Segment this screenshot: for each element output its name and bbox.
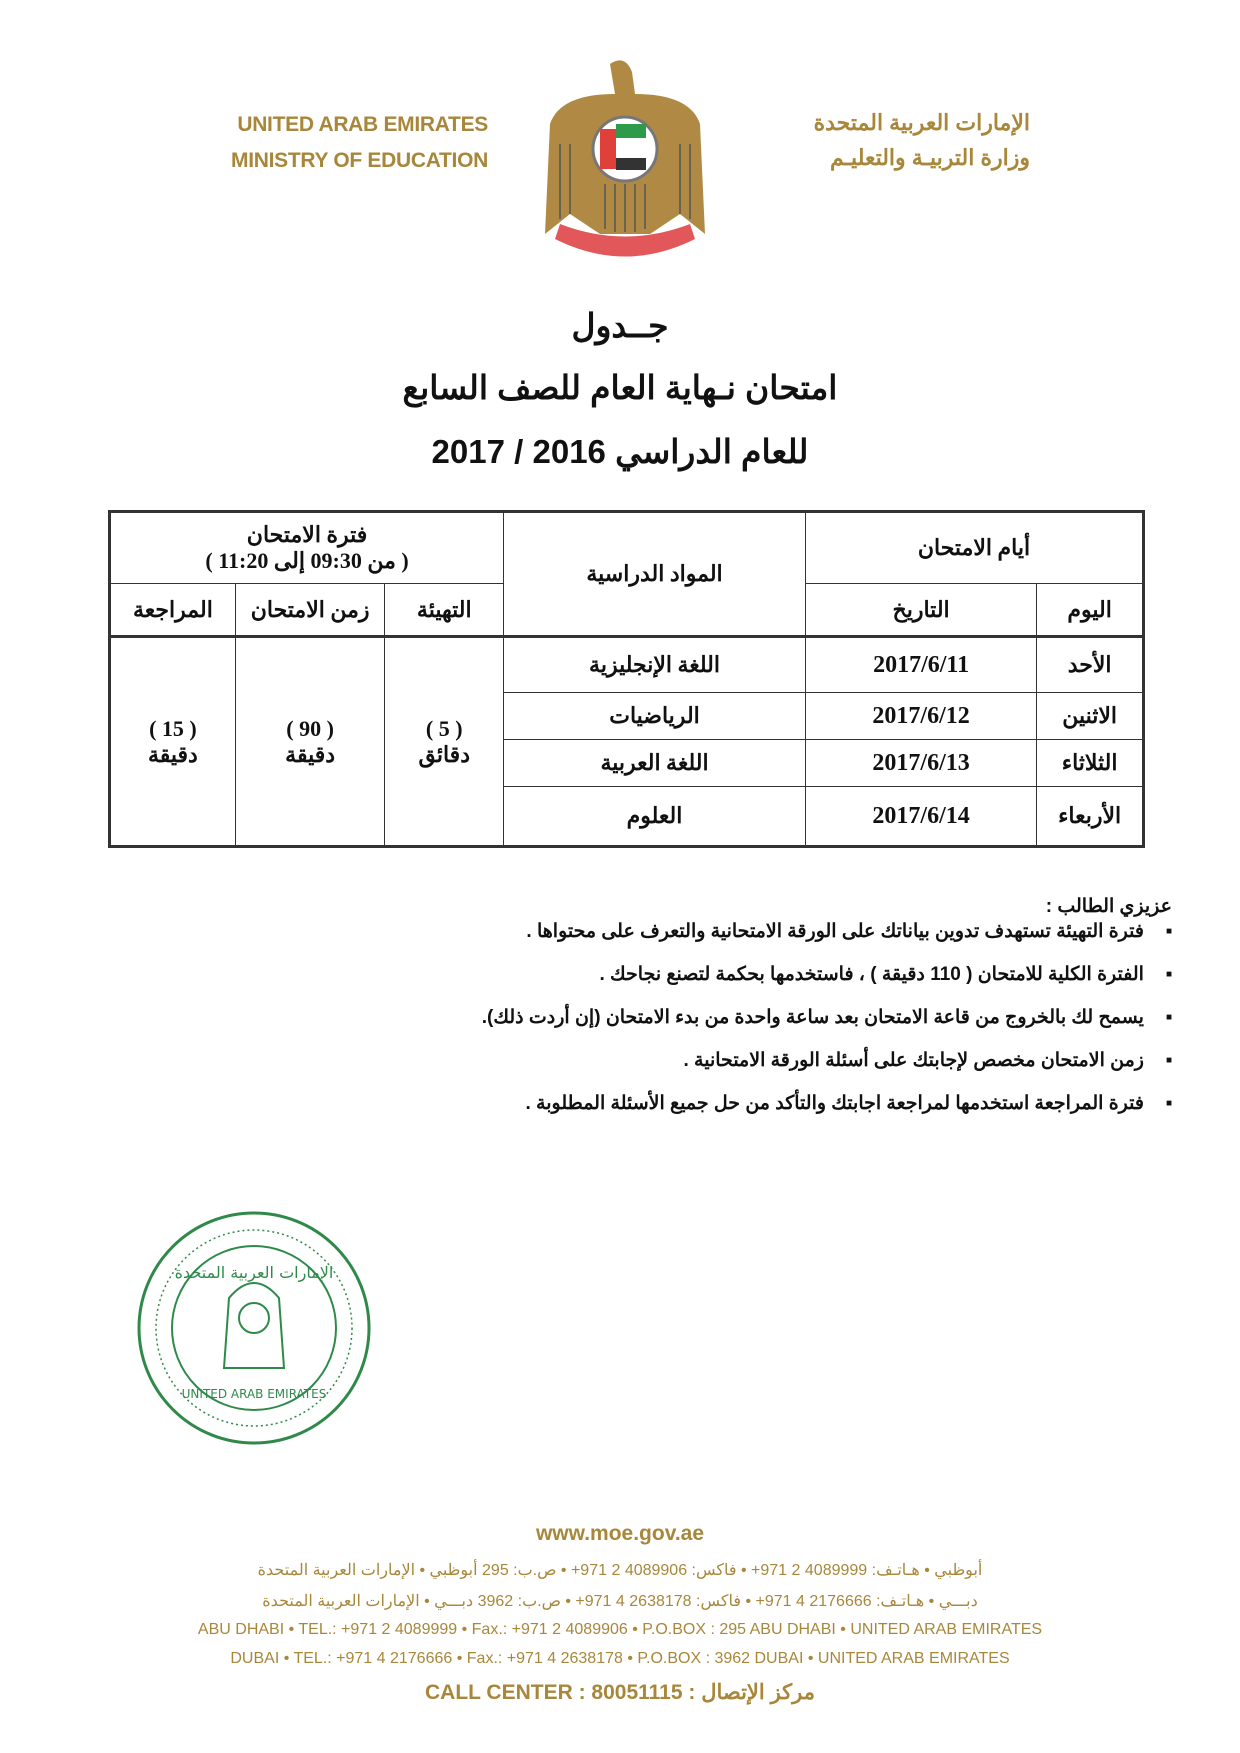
list-item: ■ يسمح لك بالخروج من قاعة الامتحان بعد ساعة واحدة من بدء الامتحان (إن أردت ذلك). bbox=[482, 996, 1172, 1039]
exam-value: ( 90 ) bbox=[286, 715, 334, 741]
footer-website-link[interactable]: www.moe.gov.ae bbox=[535, 1522, 705, 1545]
day-cell: الثلاثاء bbox=[1037, 740, 1144, 787]
list-item: ■ زمن الامتحان مخصص لإجابتك على أسئلة الورقة الامتحانية . bbox=[482, 1039, 1172, 1082]
title-line1: جــدول bbox=[571, 307, 669, 344]
official-stamp bbox=[134, 1208, 374, 1448]
uae-emblem-logo bbox=[540, 54, 710, 274]
date-cell: 2017/6/11 bbox=[805, 637, 1036, 693]
day-cell: الاثنين bbox=[1037, 693, 1144, 740]
prep-unit: دقائق bbox=[418, 741, 470, 767]
footer-ar-line1: أبوظبي • هـاتـف: 4089999 2 971+ • فاكس: 4089906 2 971+ • ص.ب: 295 أبوظبي • الإمارات العربية المتحدة bbox=[257, 1562, 983, 1579]
title-line2: امتحان نـهاية العام للصف السابع bbox=[402, 369, 838, 406]
exam-schedule-table bbox=[108, 510, 1145, 848]
day-cell: الأربعاء bbox=[1037, 787, 1144, 847]
stamp-text: الإمارات العربية المتحدة bbox=[174, 1263, 334, 1282]
footer-ar-line2: دبـــي • هـاتـف: 2176666 4 971+ • فاكس: 2638178 4 971+ • ص.ب: 3962 دبـــي • الإمارات العربية المتحدة bbox=[262, 1593, 978, 1610]
header-en-line2: MINISTRY OF EDUCATION bbox=[231, 149, 488, 172]
prep-col-header: التهيئة bbox=[385, 584, 504, 637]
header-ar-line2: وزارة التربيـة والتعليـم bbox=[829, 145, 1030, 170]
footer-en-line2: DUBAI • TEL.: +971 4 2176666 • Fax.: +971 4 2638178 • P.O.BOX : 3962 DUBAI • UNITED ARAB EMIRATES bbox=[230, 1650, 1010, 1667]
review-cell bbox=[110, 637, 236, 847]
header-ar-line1: الإمارات العربية المتحدة bbox=[813, 110, 1030, 135]
review-unit: دقيقة bbox=[147, 741, 198, 767]
list-item: ■ فترة المراجعة استخدمها لمراجعة اجابتك والتأكد من حل جميع الأسئلة المطلوبة . bbox=[482, 1082, 1172, 1125]
list-item: ■ الفترة الكلية للامتحان ( 110 دقيقة ) ، فاستخدمها بحكمة لتصنع نجاحك . bbox=[482, 953, 1172, 996]
stamp-en-text: UNITED ARAB EMIRATES bbox=[181, 1387, 327, 1401]
subject-cell: اللغة الإنجليزية bbox=[504, 637, 806, 693]
title-line3: للعام الدراسي 2016 / 2017 bbox=[431, 433, 809, 470]
subject-cell: الرياضيات bbox=[504, 693, 806, 740]
exam-unit: دقيقة bbox=[285, 741, 336, 767]
date-cell: 2017/6/12 bbox=[805, 693, 1036, 740]
subjects-header: المواد الدراسية bbox=[504, 512, 806, 637]
table-row bbox=[110, 637, 1144, 693]
period-header-label: فترة الامتحان bbox=[246, 522, 368, 547]
list-item: ■ فترة التهيئة تستهدف تدوين بياناتك على الورقة الامتحانية والتعرف على محتواها . bbox=[482, 910, 1172, 953]
exam-time-col-header: زمن الامتحان bbox=[235, 584, 385, 637]
review-col-header: المراجعة bbox=[110, 584, 236, 637]
period-header bbox=[110, 512, 504, 584]
date-cell: 2017/6/13 bbox=[805, 740, 1036, 787]
day-col-header: اليوم bbox=[1037, 584, 1144, 637]
prep-cell bbox=[385, 637, 504, 847]
notes-list bbox=[482, 910, 1172, 1125]
date-cell: 2017/6/14 bbox=[805, 787, 1036, 847]
footer-en-line1: ABU DHABI • TEL.: +971 2 4089999 • Fax.: +971 2 4089906 • P.O.BOX : 295 ABU DHABI • UNITED ARAB EMIRATES bbox=[197, 1621, 1043, 1638]
subject-cell: اللغة العربية bbox=[504, 740, 806, 787]
days-header: أيام الامتحان bbox=[805, 512, 1143, 584]
notes-greeting: عزيزي الطالب : bbox=[1045, 896, 1172, 917]
date-col-header: التاريخ bbox=[805, 584, 1036, 637]
period-time: ( من 09:30 إلى 11:20 ) bbox=[205, 548, 409, 573]
subject-cell: العلوم bbox=[504, 787, 806, 847]
prep-value: ( 5 ) bbox=[425, 715, 463, 741]
exam-time-cell bbox=[235, 637, 385, 847]
footer-call-center: CALL CENTER : 80051115 : مركز الإتصال bbox=[424, 1681, 815, 1704]
review-value: ( 15 ) bbox=[149, 715, 197, 741]
header-en-line1: UNITED ARAB EMIRATES bbox=[237, 113, 488, 136]
day-cell: الأحد bbox=[1037, 637, 1144, 693]
